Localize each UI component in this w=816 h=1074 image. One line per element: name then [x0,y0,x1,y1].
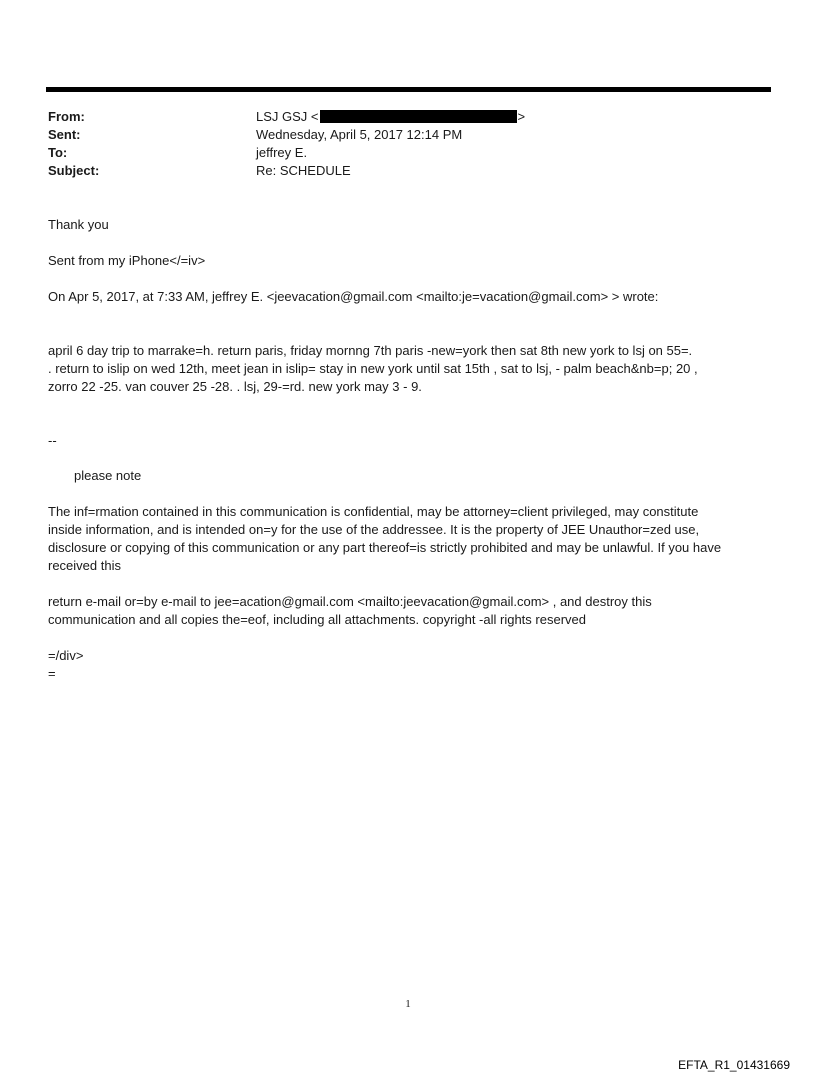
from-sender: LSJ GSJ < [256,109,319,124]
return-notice [48,593,778,629]
sent-value: Wednesday, April 5, 2017 12:14 PM [256,127,463,142]
bates-number: EFTA_R1_01431669 [678,1058,790,1072]
notice-line: disclosure or copying of this communication or any part thereof=is strictly prohibited and may be unlawful. If you have [48,540,722,555]
page-number: 1 [405,998,411,1010]
notice-line: received this [48,558,121,573]
schedule-block [48,342,778,396]
subject-value: Re: SCHEDULE [256,163,351,178]
to-row [48,144,768,162]
header-rule [46,87,771,92]
redaction-bar [320,110,517,123]
from-sender-close: > [517,109,526,124]
signature-separator: -- [48,433,57,448]
sent-row [48,126,768,144]
return-line: communication and all copies the=eof, including all attachments. copyright -all rights reserved [48,612,586,627]
quoted-intro: On Apr 5, 2017, at 7:33 AM, jeffrey E. <jeevacation@gmail.com <mailto:je=vacation@gmail.com> > wrote: [48,289,659,304]
from-value [256,108,768,126]
from-row [48,108,768,126]
to-value: jeffrey E. [256,145,308,160]
closing-eq-text: = [48,666,56,681]
from-label: From: [48,109,85,124]
notice-line: The inf=rmation contained in this communication is confidential, may be attorney=client privileged, may constitute [48,504,699,519]
email-header [48,108,768,180]
thank-you-text: Thank you [48,217,109,232]
please-note-text: please note [74,468,142,483]
notice-line: inside information, and is intended on=y for the use of the addressee. It is the property of JEE Unauthor=zed use, [48,522,700,537]
closing-div-text: =/div> [48,648,84,663]
schedule-line: . return to islip on wed 12th, meet jean in islip= stay in new york until sat 15th , sat to lsj, - palm beach&nb=p; 20 , [48,361,698,376]
subject-label: Subject: [48,163,100,178]
subject-row [48,162,768,180]
to-label: To: [48,145,68,160]
confidentiality-notice [48,503,778,575]
sent-label: Sent: [48,127,81,142]
sent-from-text: Sent from my iPhone</=iv> [48,253,206,268]
return-line: return e-mail or=by e-mail to jee=acation@gmail.com <mailto:jeevacation@gmail.com> , and destroy this [48,594,652,609]
schedule-line: zorro 22 -25. van couver 25 -28. . lsj, 29-=rd. new york may 3 - 9. [48,379,422,394]
schedule-line: april 6 day trip to marrake=h. return paris, friday mornng 7th paris -new=york then sat 8th new york to lsj on 55=. [48,343,693,358]
